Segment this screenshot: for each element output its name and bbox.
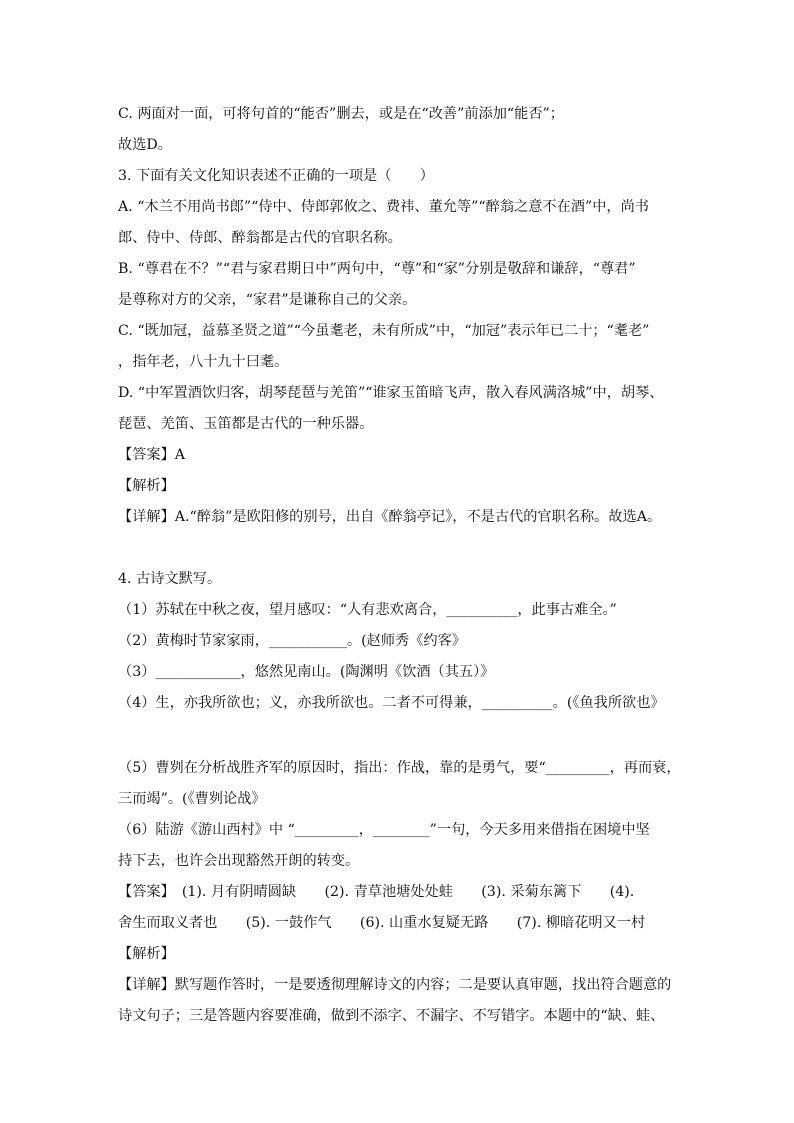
question-4-item-6-cont: 持下去，也许会出现豁然开朗的转变。 [118, 853, 360, 869]
question-4-item-3: （3）____________，悠然见南山。(陶渊明《饮酒（其五）》 [118, 664, 495, 680]
question-4-item-6: （6）陆游《游山西村》中 “_________，________”一句，今天多用来借指在困境中坚 [118, 822, 650, 838]
question-4-answer: 【答案】 (1). 月有阴晴圆缺 (2). 青草池塘处处蛙 (3). 采菊东篱下 (4). [118, 884, 635, 900]
question-4-item-5: （5）曹刿在分析战胜齐军的原因时，指出：作战，靠的是勇气，要“_________，再而衰， [118, 760, 681, 776]
option-c-explanation: C. 两面对一面，可将句首的“能否”删去，或是在“改善”前添加“能否”； [118, 106, 564, 122]
question-3-option-c-cont: ，指年老，八十九十曰耄。 [118, 354, 289, 370]
question-3-option-d-cont: 琵琶、羌笛、玉笛都是古代的一种乐器。 [118, 416, 374, 432]
question-4-item-5-cont: 三而竭”。(《曹刿论战》 [118, 791, 266, 807]
question-3-option-d: D. “中军置酒饮归客，胡琴琵琶与羌笛”“谁家玉笛暗飞声，散入春风满洛城”中，胡琴、 [118, 385, 664, 401]
question-4-detail-cont: 诗文句子；三是答题内容要准确，做到不添字、不漏字、不写错字。本题中的“缺、蛙、 [118, 1008, 665, 1024]
question-3-option-a-cont: 郎、侍中、侍郎、醉翁都是古代的官职名称。 [118, 230, 402, 246]
question-3-option-b-cont: 是尊称对方的父亲，“家君”是谦称自己的父亲。 [118, 292, 417, 308]
question-4-item-4: （4）生，亦我所欲也；义，亦我所欲也。二者不可得兼，__________。(《鱼我所欲也》 [118, 695, 665, 711]
question-3-option-c: C. “既加冠，益慕圣贤之道”“今虽耄老，未有所成”中，“加冠”表示年已二十；“耄老” [118, 323, 650, 339]
question-3-option-b: B. “尊君在不？”“君与家君期日中”两句中，“尊”和“家”分别是敬辞和谦辞，“尊君” [118, 261, 636, 277]
question-4-item-2: （2）黄梅时节家家雨，___________。(赵师秀《约客》 [118, 633, 466, 649]
question-3-stem: 3. 下面有关文化知识表述不正确的一项是（ ） [118, 168, 434, 184]
question-3-analysis-heading: 【解析】 [118, 478, 175, 494]
question-4-item-1: （1）苏轼在中秋之夜，望月感叹：“人有悲欢离合，__________，此事古难全。” [118, 602, 617, 618]
question-3-detail: 【详解】A.“醉翁”是欧阳修的别号，出自《醉翁亭记》，不是古代的官职名称。故选A。 [118, 509, 662, 525]
answer-choice: 故选D。 [118, 137, 172, 153]
question-4-detail: 【详解】默写题作答时，一是要透彻理解诗文的内容；二是要认真审题，找出符合题意的 [118, 977, 672, 993]
question-4-answer-cont: 舍生而取义者也 (5). 一鼓作气 (6). 山重水复疑无路 (7). 柳暗花明又一村 [118, 915, 646, 931]
question-3-answer: 【答案】A [118, 447, 185, 463]
question-4-analysis-heading: 【解析】 [118, 946, 175, 962]
question-4-stem: 4. 古诗文默写。 [118, 571, 222, 587]
question-3-option-a: A. “木兰不用尚书郎”“侍中、侍郎郭攸之、费祎、董允等”“醉翁之意不在酒”中，尚书 [118, 199, 649, 215]
